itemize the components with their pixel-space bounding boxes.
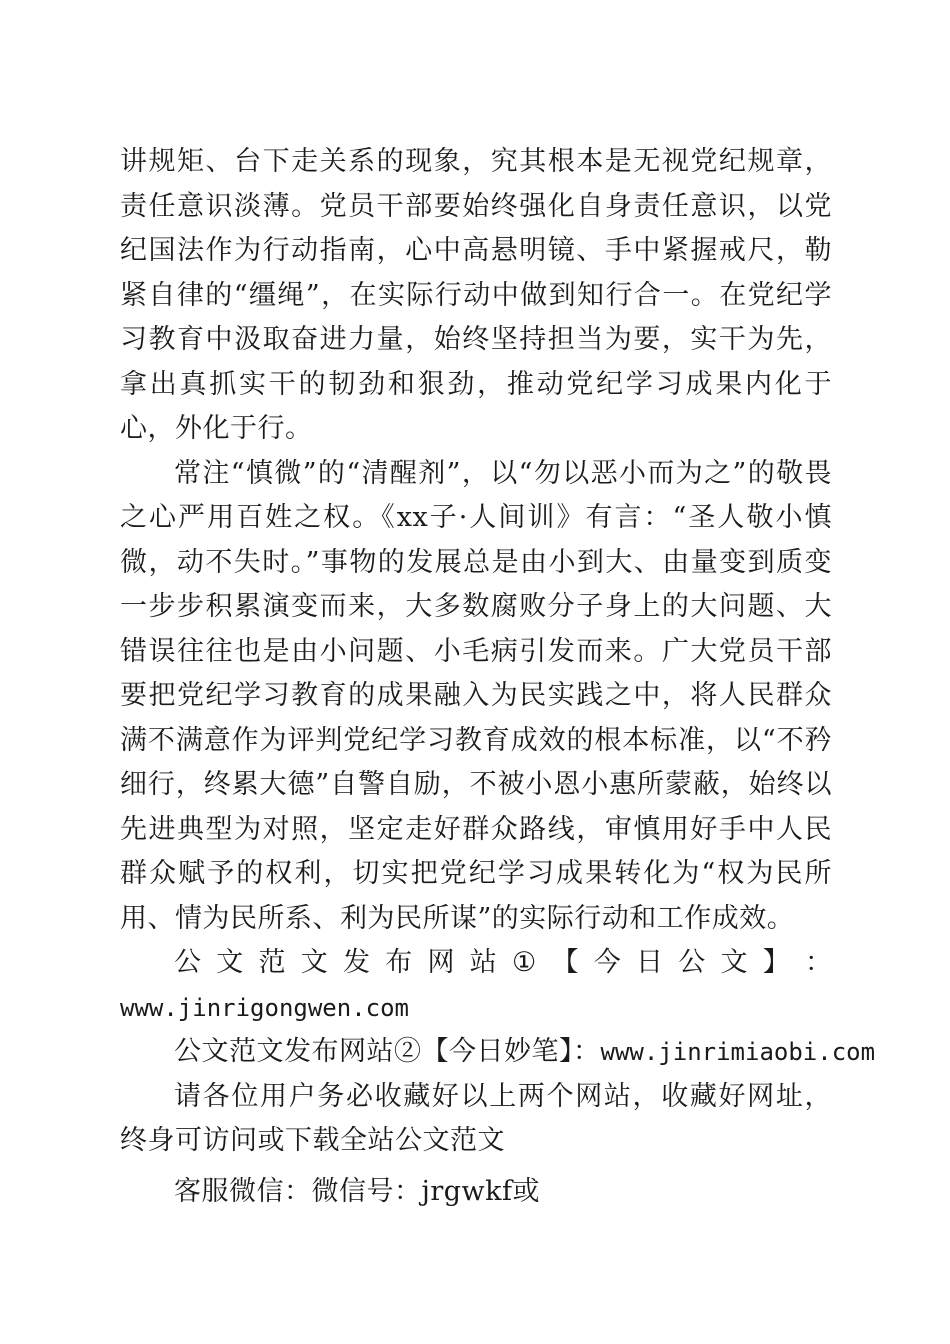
- site-1-url-link[interactable]: www.jinrigongwen.com: [120, 993, 409, 1022]
- document-body: [120, 140, 876, 1214]
- site-1-char: 站: [469, 947, 497, 978]
- paragraph-responsibility: 讲规矩、台下走关系的现象，究其根本是无视党纪规章，责任意识淡薄。党员干部要始终强化自身责任意识，以党纪国法作为行动指南，心中高悬明镜、手中紧握戒尺，勒紧自律的“缰绳”，在实际行动中做到知行合一。在党纪学习教育中汲取奋进力量，始终坚持担当为要，实干为先，拿出真抓实干的韧劲和狠劲，推动党纪学习成果内化于心，外化于行。: [120, 146, 832, 444]
- footer-site-2-line: [120, 1030, 876, 1075]
- site-1-char: 范: [258, 947, 286, 978]
- site-1-char: 文: [216, 947, 244, 978]
- site-1-char: ①: [512, 947, 537, 978]
- site-1-char: 公: [174, 947, 201, 978]
- site-1-char: 】: [762, 947, 790, 978]
- footer-site-1-label: [120, 941, 832, 986]
- site-2-label: 公文范文发布网站②【今日妙笔】：: [174, 1036, 601, 1067]
- site-1-char: 发: [343, 947, 370, 978]
- footer-notice: 请各位用户务必收藏好以上两个网站，收藏好网址，终身可访问或下载全站公文范文: [120, 1080, 832, 1156]
- paragraph-caution: 常注“慎微”的“清醒剂”，以“勿以恶小而为之”的敬畏之心严用百姓之权。《xx子·人间训》有言：“圣人敬小慎微，动不失时。”事物的发展总是由小到大、由量变到质变一步步积累演变而来，大多数腐败分子身上的大问题、大错误往往也是由小问题、小毛病引发而来。广大党员干部要把党纪学习教育的成果融入为民实践之中，将人民群众满不满意作为评判党纪学习教育成效的根本标准，以“不矜细行，终累大德”自警自励，不被小恩小惠所蒙蔽，始终以先进典型为对照，坚定走好群众路线，审慎用好手中人民群众赋予的权利，切实把党纪学习成果转化为“权为民所用、情为民所系、利为民所谋”的实际行动和工作成效。: [120, 457, 832, 934]
- footer-service: 客服微信：微信号：jrgwkf或: [174, 1175, 541, 1207]
- site-1-char: ：: [804, 947, 832, 978]
- site-1-char: 【: [551, 947, 579, 978]
- site-1-char: 日: [635, 947, 663, 978]
- site-1-char: 今: [593, 947, 621, 978]
- site-1-char: 文: [720, 947, 748, 978]
- site-1-char: 布: [385, 947, 413, 978]
- site-1-char: 网: [427, 947, 455, 978]
- footer-site-1-url-line: [120, 986, 832, 1031]
- site-2-url-link[interactable]: www.jinrimiaobi.com: [600, 1038, 876, 1066]
- site-1-char: 文: [300, 947, 328, 978]
- site-1-char: 公: [678, 947, 706, 978]
